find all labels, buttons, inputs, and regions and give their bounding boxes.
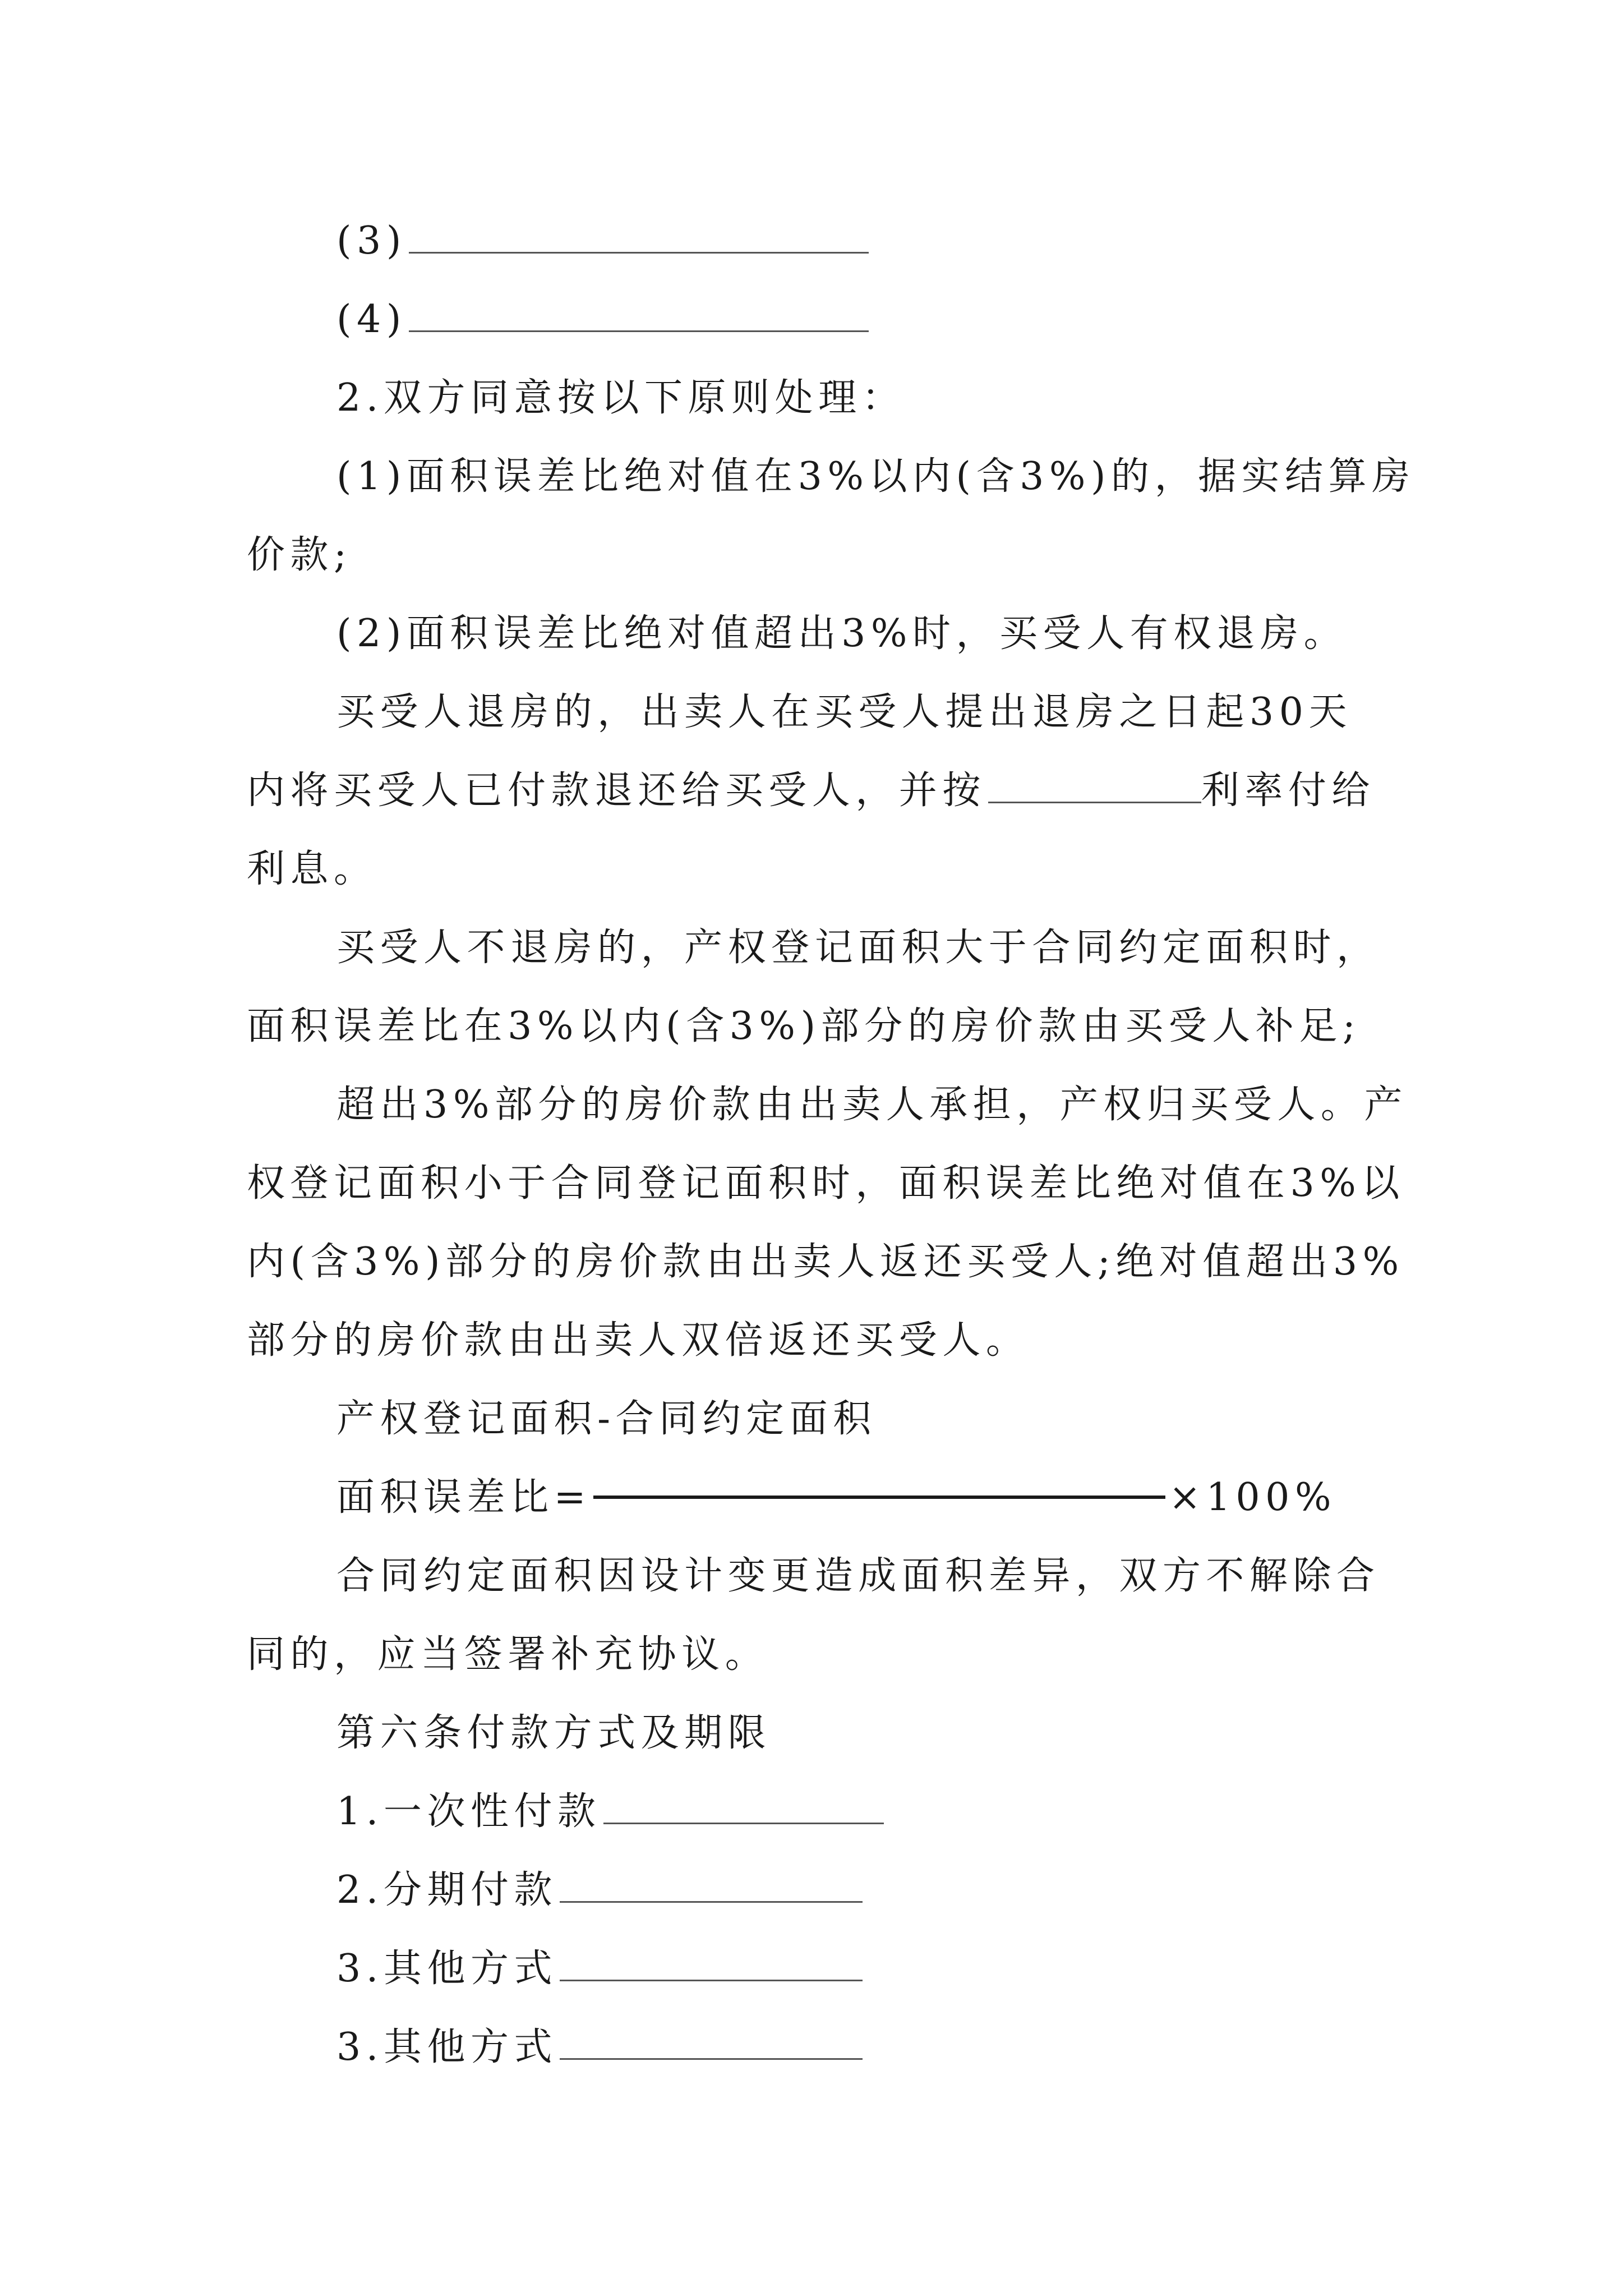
interest-rate-blank: [988, 767, 1201, 803]
item-4-label: (4): [336, 297, 407, 342]
payment-option-2-blank: [560, 1866, 863, 1903]
refund-para-text-a: 内将买受人已付款退还给买受人，并按: [247, 769, 986, 813]
item-3-line: [336, 216, 869, 266]
rule-2: (2)面积误差比绝对值超出3%时，买受人有权退房。: [336, 611, 1348, 656]
excess-para-line-3: 内(含3%)部分的房价款由出卖人返还买受人;绝对值超出3%: [247, 1240, 1404, 1284]
design-change-para-line-2: 同的，应当签署补充协议。: [247, 1632, 769, 1677]
design-change-para-line-1: 合同约定面积因设计变更造成面积差异，双方不解除合: [336, 1554, 1380, 1598]
payment-option-3-repeat-blank: [560, 2023, 863, 2060]
payment-option-1-label: 1.一次性付款: [336, 1789, 601, 1834]
payment-option-3: [336, 1944, 863, 1994]
no-refund-para-line-1: 买受人不退房的，产权登记面积大于合同约定面积时，: [336, 926, 1380, 970]
formula-line: [336, 1473, 1336, 1523]
payment-option-3-label: 3.其他方式: [336, 1947, 557, 1991]
refund-para-text-b: 利率付给: [1201, 769, 1375, 813]
item-3-label: (3): [336, 219, 407, 263]
refund-para-line-3: 利息。: [247, 847, 377, 891]
fraction-bar: [593, 1496, 1165, 1499]
formula-rhs: ×100%: [1169, 1475, 1337, 1520]
payment-option-2-label: 2.分期付款: [336, 1868, 557, 1912]
payment-option-3-repeat-label: 3.其他方式: [336, 2025, 557, 2069]
payment-option-3-blank: [560, 1945, 863, 1981]
payment-option-2: [336, 1865, 863, 1916]
article-6-heading: 第六条付款方式及期限: [336, 1711, 772, 1755]
excess-para-line-1: 超出3%部分的房价款由出卖人承担，产权归买受人。产: [336, 1083, 1408, 1127]
refund-para-line-1: 买受人退房的，出卖人在买受人提出退房之日起30天: [336, 690, 1353, 734]
rule-1-line-1: (1)面积误差比绝对值在3%以内(含3%)的，据实结算房: [336, 454, 1415, 499]
payment-option-1: [336, 1787, 884, 1837]
rule-1-line-2: 价款;: [247, 533, 352, 577]
formula-lhs: 面积误差比=: [336, 1475, 592, 1520]
item-3-blank: [409, 217, 869, 254]
payment-option-3-repeat: [336, 2022, 863, 2073]
formula-numerator: 产权登记面积-合同约定面积: [336, 1397, 877, 1441]
refund-para-line-2: [247, 766, 1375, 816]
excess-para-line-4: 部分的房价款由出卖人双倍返还买受人。: [247, 1318, 1030, 1363]
item-4-line: [336, 295, 869, 345]
payment-option-1-blank: [603, 1788, 884, 1824]
excess-para-line-2: 权登记面积小于合同登记面积时，面积误差比绝对值在3%以: [247, 1161, 1405, 1205]
no-refund-para-line-2: 面积误差比在3%以内(含3%)部分的房价款由买受人补足;: [247, 1004, 1361, 1048]
item-4-blank: [409, 296, 869, 332]
clause-2: 2.双方同意按以下原则处理：: [336, 376, 906, 420]
